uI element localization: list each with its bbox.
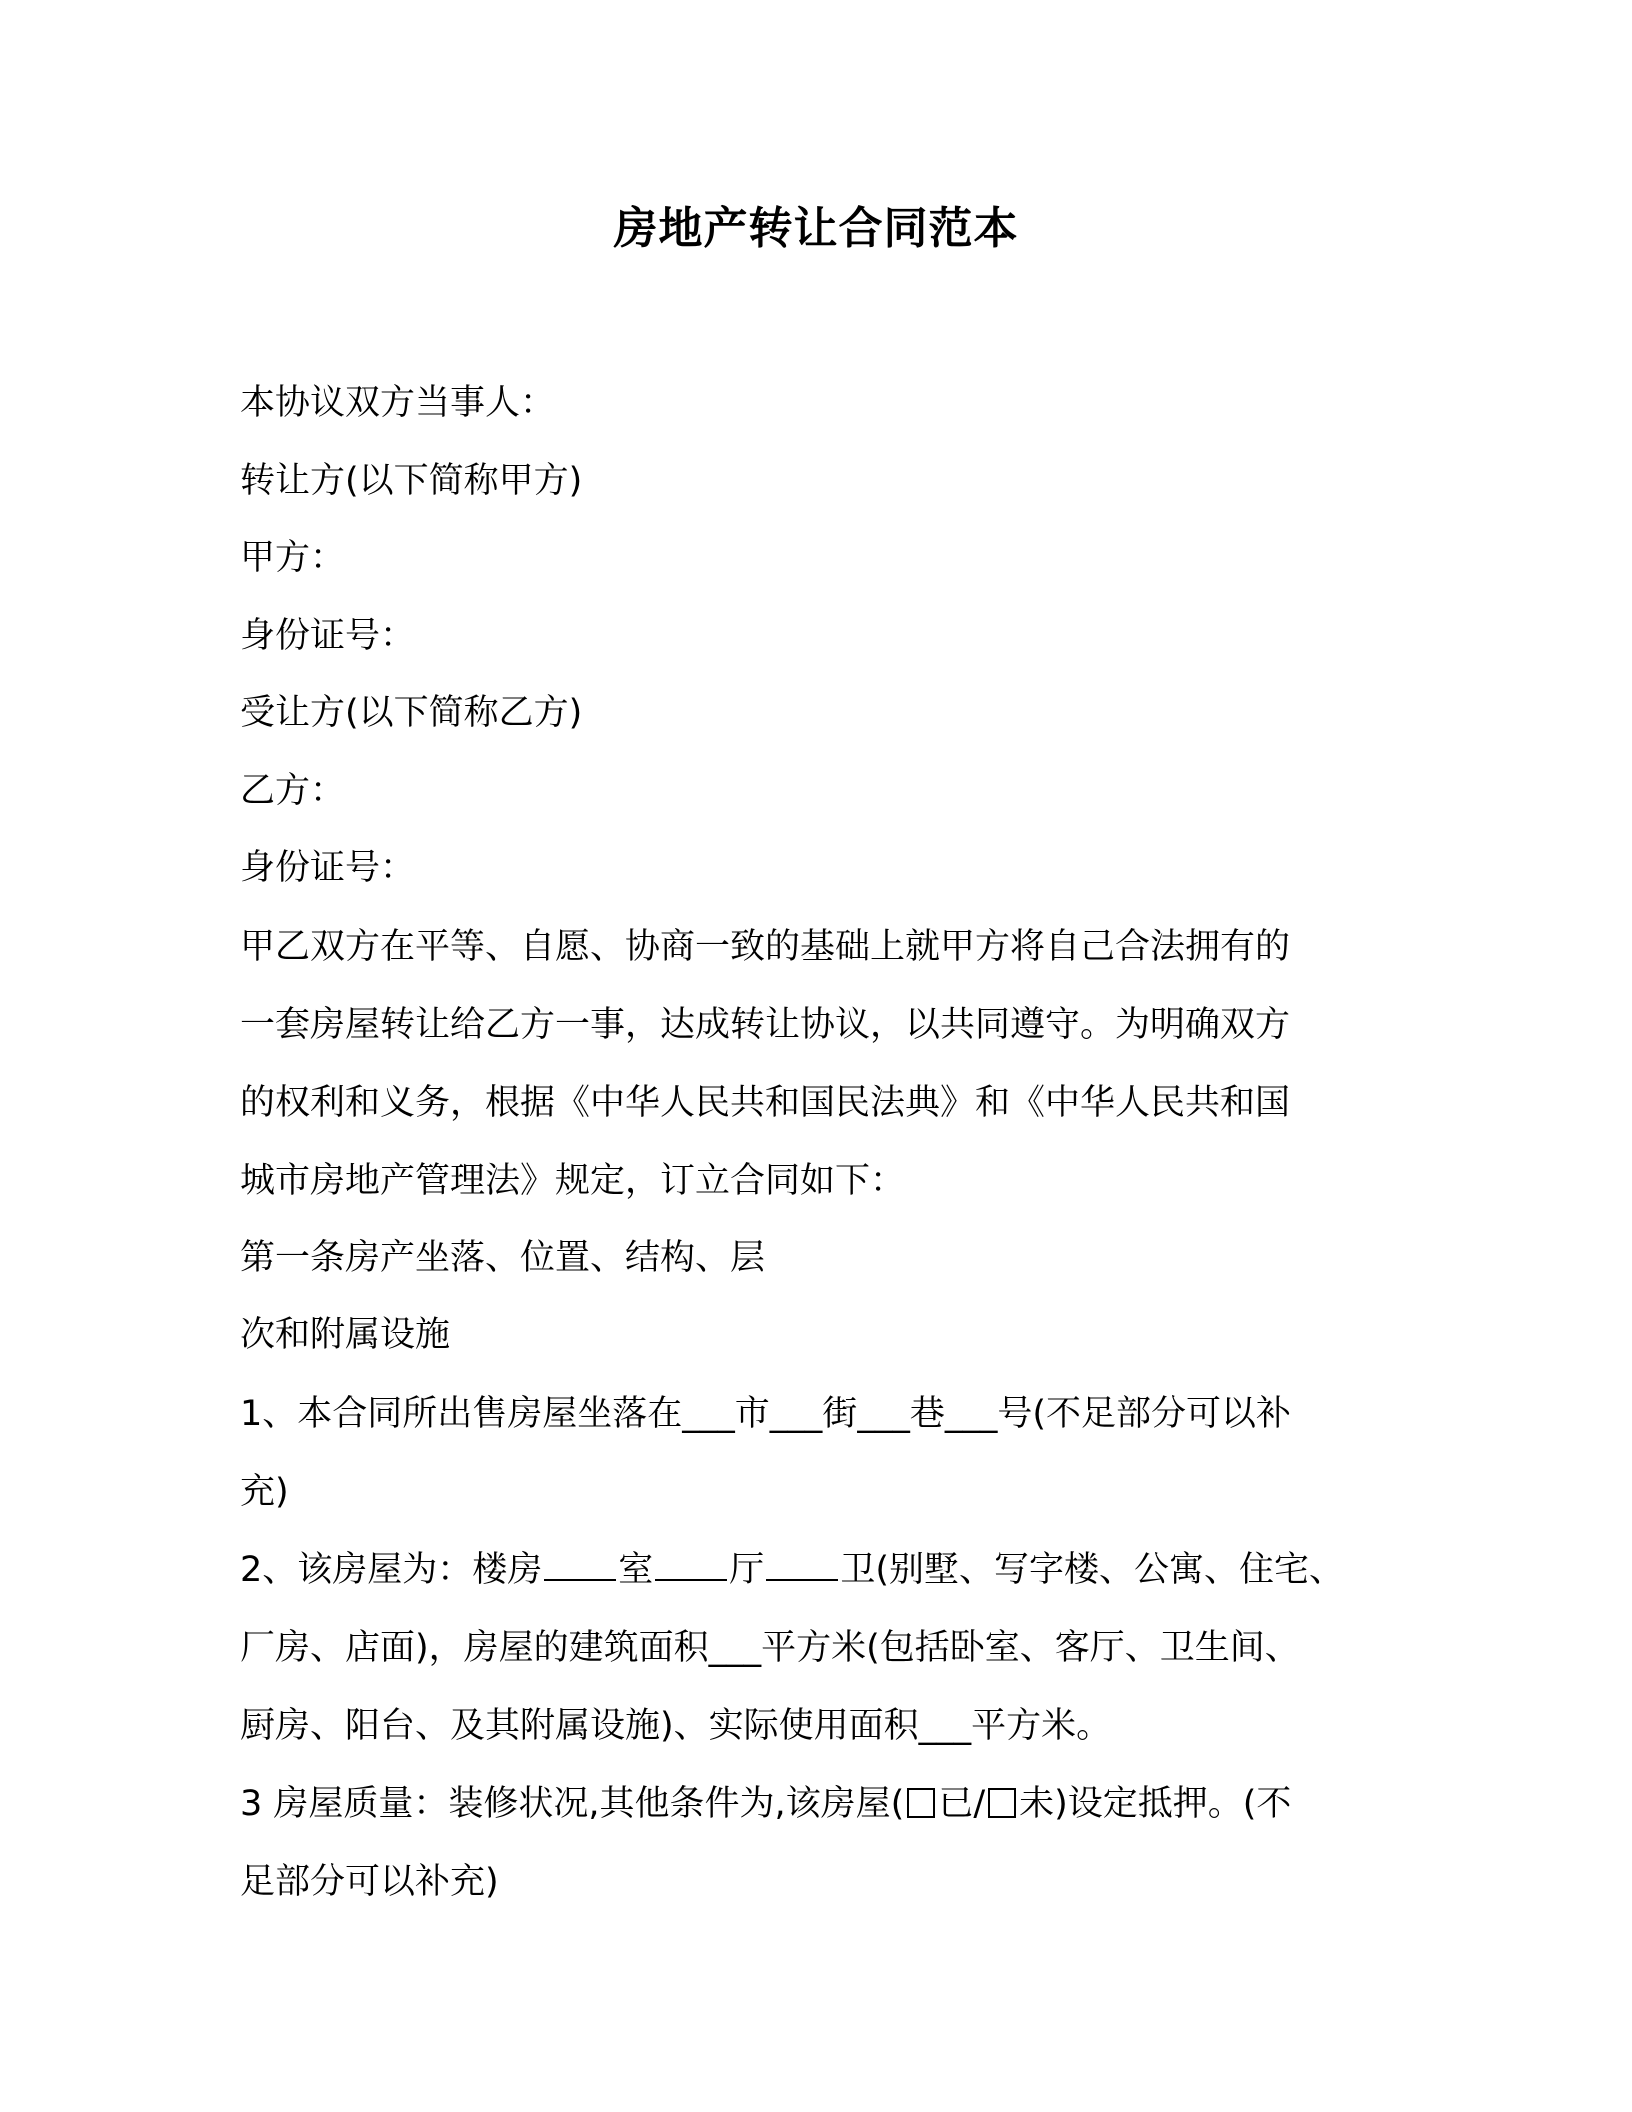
clause-2-blank-hall xyxy=(655,1575,727,1581)
clause-2-hall: 厅 xyxy=(729,1549,765,1590)
mortgaged-yes-checkbox[interactable] xyxy=(907,1788,935,1818)
clause-2-line-2 xyxy=(240,1609,1400,1687)
party-b-id-line: 身份证号： xyxy=(240,848,416,888)
clause-2-blank-room xyxy=(544,1575,616,1581)
clause-3-option-yes: 已/ xyxy=(938,1783,986,1824)
clause-2-prefix: 2、该房屋为：楼房 xyxy=(240,1549,543,1590)
document-body xyxy=(240,365,1400,1921)
preamble-line-1: 甲乙双方在平等、自愿、协商一致的基础上就甲方将自己合法拥有的 xyxy=(240,926,1291,967)
party-a-id-line: 身份证号： xyxy=(240,615,416,656)
article-1-heading-a: 第一条房产坐落、位置、结构、层 xyxy=(240,1237,766,1278)
clause-2-line-2-b: 平方米(包括卧室、客厅、卫生间、 xyxy=(761,1627,1300,1668)
clause-1-blank-lane: ___ xyxy=(857,1393,910,1434)
clause-1-prefix: 1、本合同所出售房屋坐落在 xyxy=(240,1393,683,1434)
clause-2-blank-usable-area: ___ xyxy=(918,1705,972,1746)
transferee-heading-line: 受让方(以下简称乙方) xyxy=(240,693,583,733)
party-b-line: 乙方： xyxy=(240,770,346,811)
clause-2-line-2-a: 厂房、店面)，房屋的建筑面积 xyxy=(240,1627,709,1668)
article-1-heading-b: 次和附属设施 xyxy=(240,1315,451,1355)
clause-2-line-3-a: 厨房、阳台、及其附属设施)、实际使用面积 xyxy=(240,1705,919,1746)
clause-2-blank-area: ___ xyxy=(708,1627,762,1668)
clause-1-line-1 xyxy=(240,1375,1400,1453)
clause-2-line-3-b: 平方米。 xyxy=(971,1705,1112,1746)
clause-1-blank-city: ___ xyxy=(682,1393,735,1434)
clause-1-city: 市 xyxy=(734,1393,770,1434)
clause-1-line-2: 充) xyxy=(240,1471,289,1512)
preamble-line-4: 城市房地产管理法》规定，订立合同如下： xyxy=(240,1160,906,1201)
clause-3-line-2: 足部分可以补充) xyxy=(240,1861,499,1902)
preamble-line-2: 一套房屋转让给乙方一事，达成转让协议，以共同遵守。为明确双方 xyxy=(240,1004,1291,1045)
clause-2-room: 室 xyxy=(618,1549,654,1590)
clause-3-option-no: 未)设定抵押。(不 xyxy=(1019,1783,1292,1824)
transferor-heading-line: 转让方(以下简称甲方) xyxy=(240,460,583,501)
clause-1-number-suffix: 号(不足部分可以补 xyxy=(997,1393,1291,1434)
preamble-line-3: 的权利和义务，根据《中华人民共和国民法典》和《中华人民共和国 xyxy=(240,1082,1291,1123)
clause-2-blank-bath xyxy=(766,1575,838,1581)
clause-1-lane: 巷 xyxy=(909,1393,945,1434)
party-a-line: 甲方： xyxy=(240,538,346,578)
clause-2-bath-types: 卫(别墅、写字楼、公寓、住宅、 xyxy=(840,1549,1344,1590)
clause-1-blank-number: ___ xyxy=(944,1393,998,1434)
clause-1-street: 街 xyxy=(822,1393,858,1434)
clause-3-prefix: 3 房屋质量：装修状况,其他条件为,该房屋( xyxy=(240,1783,905,1824)
clause-2-line-3 xyxy=(240,1687,1400,1765)
clause-1-blank-street: ___ xyxy=(769,1393,823,1434)
document-title: 房地产转让合同范本 xyxy=(613,203,1019,254)
clause-3-line-1 xyxy=(240,1765,1400,1843)
parties-intro-line: 本协议双方当事人： xyxy=(240,383,556,423)
clause-2-line-1 xyxy=(240,1531,1400,1609)
mortgaged-no-checkbox[interactable] xyxy=(988,1788,1016,1818)
